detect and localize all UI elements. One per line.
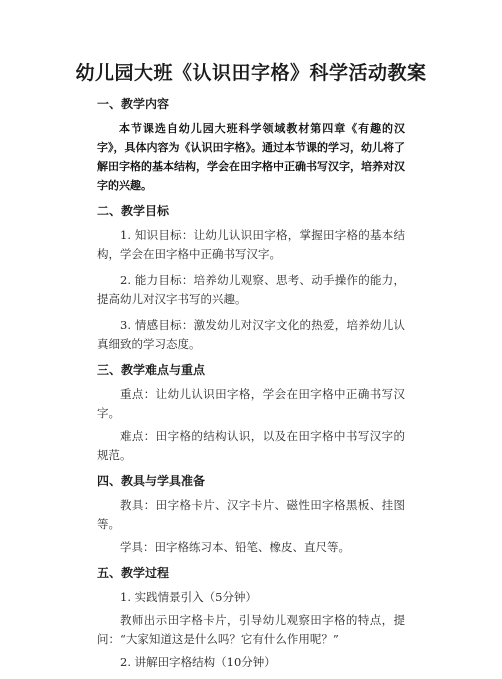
section-key-difficult-points bbox=[97, 361, 405, 465]
paragraph: 教师出示田字格卡片，引导幼儿观察田字格的特点，提问：“大家知道这是什么吗？它有什么作用呢？” bbox=[97, 613, 405, 646]
section-teaching-goals bbox=[97, 202, 405, 354]
section-heading: 一、教学内容 bbox=[97, 97, 170, 111]
paragraph: 学具：田字格练习本、铅笔、橡皮、直尺等。 bbox=[120, 540, 350, 554]
section-heading: 二、教学目标 bbox=[97, 204, 170, 218]
paragraph: 3. 情感目标：激发幼儿对汉字文化的热爱，培养幼儿认真细致的学习态度。 bbox=[97, 318, 405, 351]
paragraph: 教具：田字格卡片、汉字卡片、磁性田字格黑板、挂图等。 bbox=[97, 498, 405, 531]
paragraph: 本节课选自幼儿园大班科学领域教材第四章《有趣的汉字》，具体内容为《认识田字格》。通过本节课的学习，幼儿将了解田字格的基本结构，学会在田字格中正确书写汉字，培养对汉字的兴趣。 bbox=[97, 122, 405, 192]
paragraph: 重点：让幼儿认识田字格，学会在田字格中正确书写汉字。 bbox=[97, 387, 405, 420]
section-teaching-content bbox=[97, 95, 405, 195]
paragraph: 1. 实践情景引入（5分钟） bbox=[120, 590, 257, 604]
paragraph: 1. 知识目标：让幼儿认识田字格，掌握田字格的基本结构，学会在田字格中正确书写汉字。 bbox=[97, 228, 405, 261]
section-heading: 三、教学难点与重点 bbox=[97, 363, 206, 377]
paragraph: 2. 讲解田字格结构（10分钟） bbox=[120, 655, 276, 669]
document-body bbox=[97, 95, 405, 679]
paragraph: 难点：田字格的结构认识，以及在田字格中书写汉字的规范。 bbox=[97, 429, 405, 462]
paragraph: 2. 能力目标：培养幼儿观察、思考、动手操作的能力，提高幼儿对汉字书写的兴趣。 bbox=[97, 273, 405, 306]
section-teaching-aids bbox=[97, 472, 405, 557]
section-teaching-process bbox=[97, 564, 405, 672]
section-heading: 五、教学过程 bbox=[97, 566, 170, 580]
section-heading: 四、教具与学具准备 bbox=[97, 474, 206, 488]
document-title: 幼儿园大班《认识田字格》科学活动教案 bbox=[75, 62, 427, 84]
